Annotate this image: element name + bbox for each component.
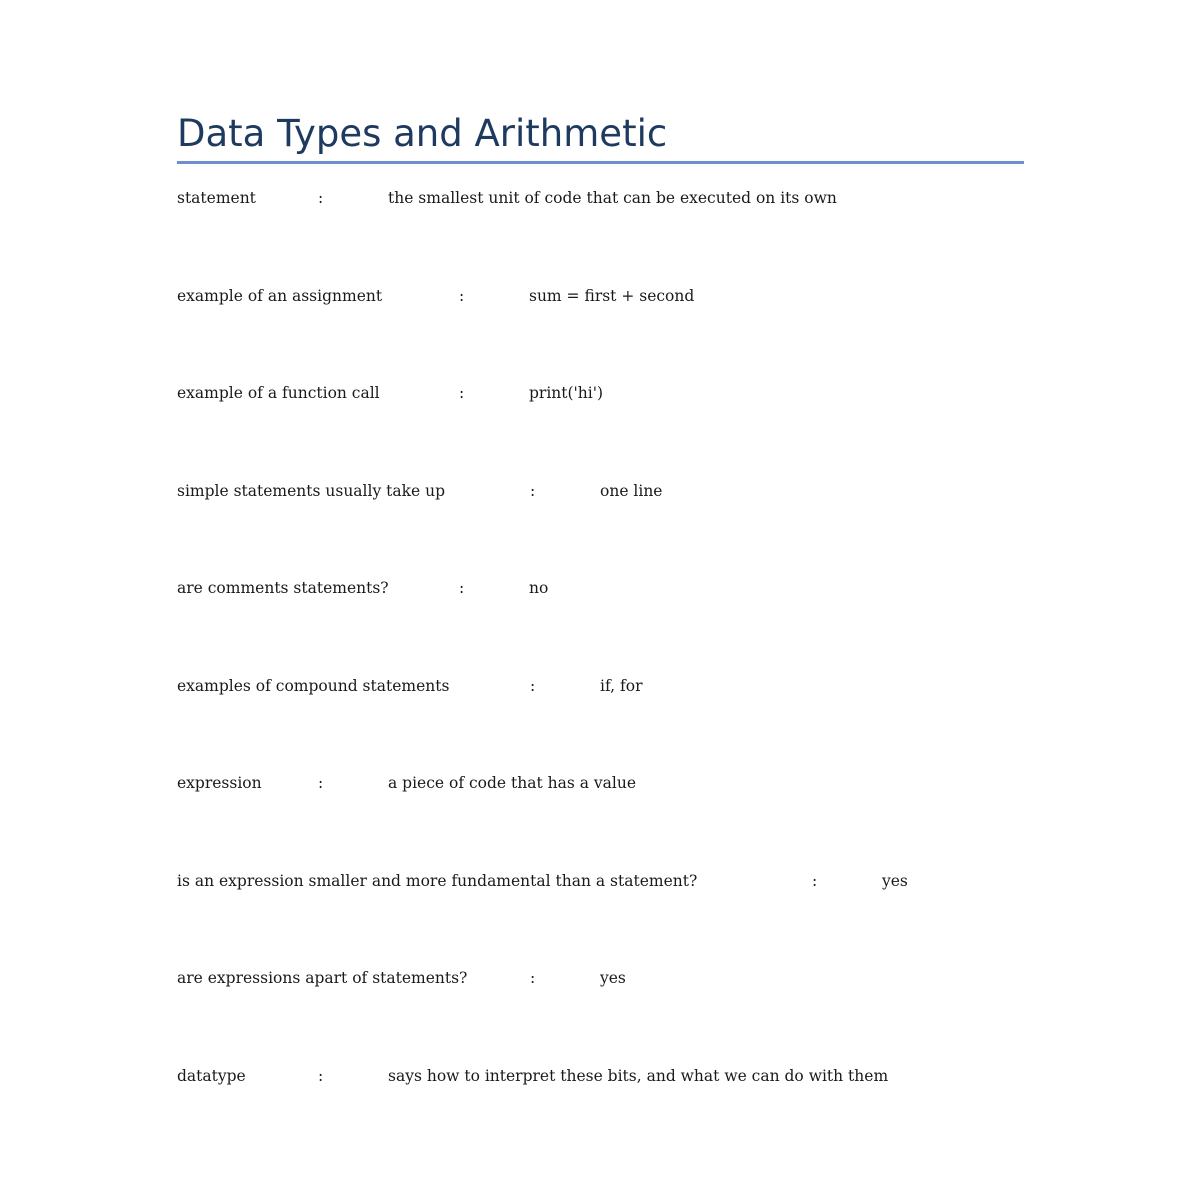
definition: the smallest unit of code that can be executed on its own	[388, 189, 837, 207]
separator: :	[530, 482, 536, 500]
flashcard-row	[177, 187, 1177, 209]
flashcard-row	[177, 772, 1177, 794]
definition: print('hi')	[529, 384, 604, 402]
definition: sum = first + second	[529, 287, 695, 305]
separator: :	[318, 1067, 324, 1085]
separator: :	[530, 677, 536, 695]
title-underline	[177, 161, 1024, 164]
definition: yes	[600, 969, 626, 987]
definition: yes	[882, 872, 908, 890]
flashcard-row	[177, 1065, 1177, 1087]
term: statement	[177, 189, 256, 207]
term: example of a function call	[177, 384, 380, 402]
term: examples of compound statements	[177, 677, 450, 695]
term: datatype	[177, 1067, 246, 1085]
flashcard-row	[177, 870, 1177, 892]
separator: :	[318, 189, 324, 207]
separator: :	[530, 969, 536, 987]
term: is an expression smaller and more fundamental than a statement?	[177, 872, 698, 890]
separator: :	[459, 287, 465, 305]
separator: :	[812, 872, 818, 890]
term: simple statements usually take up	[177, 482, 446, 500]
document-title: Data Types and Arithmetic	[177, 112, 668, 155]
definition: says how to interpret these bits, and what we can do with them	[388, 1067, 889, 1085]
definition: no	[529, 579, 549, 597]
flashcard-row	[177, 577, 1177, 599]
term: expression	[177, 774, 262, 792]
flashcard-row	[177, 675, 1177, 697]
flashcard-row	[177, 285, 1177, 307]
term: are expressions apart of statements?	[177, 969, 468, 987]
definition: if, for	[600, 677, 643, 695]
term: example of an assignment	[177, 287, 383, 305]
flashcard-row	[177, 967, 1177, 989]
separator: :	[459, 579, 465, 597]
definition: one line	[600, 482, 663, 500]
definition: a piece of code that has a value	[388, 774, 637, 792]
term: are comments statements?	[177, 579, 389, 597]
separator: :	[318, 774, 324, 792]
flashcard-row	[177, 480, 1177, 502]
separator: :	[459, 384, 465, 402]
flashcard-row	[177, 382, 1177, 404]
